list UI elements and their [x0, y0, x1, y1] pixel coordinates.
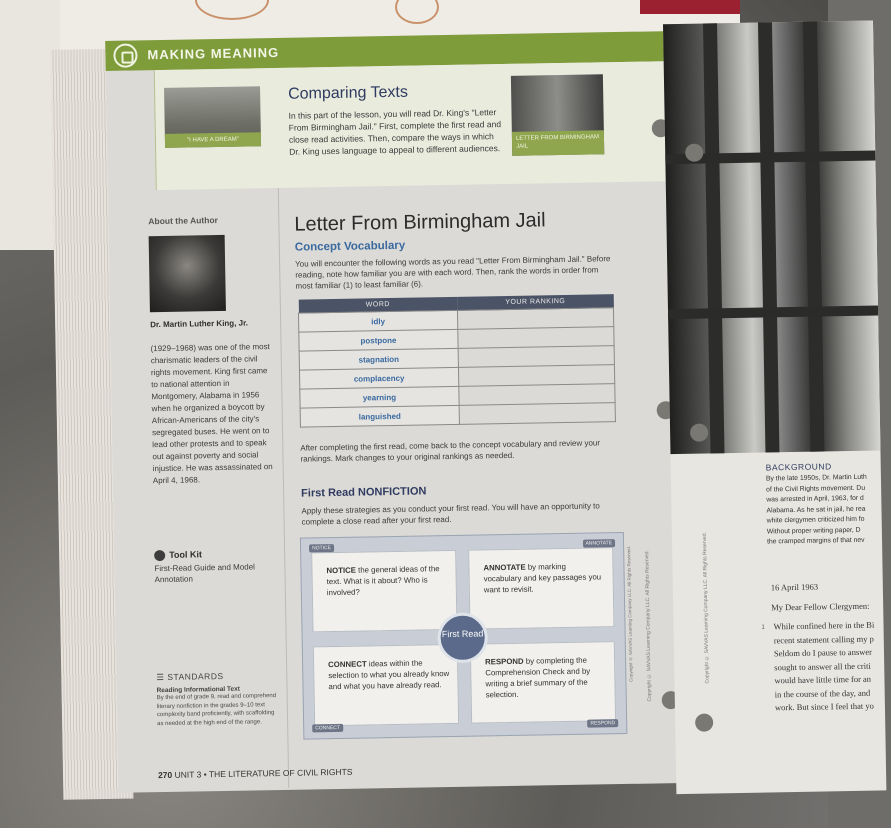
jail-photo: [663, 21, 880, 455]
vocab-word: languished: [300, 405, 459, 427]
ranking-cell[interactable]: [459, 403, 615, 425]
annotate-keyword: ANNOTATE: [483, 562, 526, 573]
right-page: [663, 21, 886, 795]
comparing-texts-body: In this part of the lesson, you will read Dr. King's "Letter From Birmingham Jail." First, complete the first read and close read activities. Then, compare the ways in which Dr. King uses language to appeal to different audiences.: [288, 107, 502, 157]
first-read-hub: First Read: [437, 612, 488, 663]
standards-subheading: Reading Informational Text: [156, 685, 240, 695]
red-object: [640, 0, 740, 14]
binder-hole: [695, 713, 713, 731]
textbook: [45, 16, 875, 805]
publisher-note: Copyright © SAVVAS Learning Company LLC. All Rights Reserved.: [626, 545, 634, 682]
letter-thumbnail: [511, 74, 604, 156]
tool-kit-body: First-Read Guide and Model Annotation: [154, 562, 255, 585]
letter-line: recent statement calling my p: [773, 633, 874, 645]
respond-tag: RESPOND: [587, 719, 618, 728]
vocab-word: complacency: [299, 367, 458, 389]
tool-kit-heading: Tool Kit: [169, 549, 203, 560]
right-copyright-note: Copyright © SAVVAS Learning Company LLC. All Rights Reserved.: [701, 532, 711, 684]
letter-text: [773, 618, 890, 714]
background-line: was arrested in April, 1963, for d: [766, 494, 864, 504]
author-name: Dr. Martin Luther King, Jr.: [150, 318, 249, 330]
jail-bar: [803, 22, 825, 452]
letter-salutation: My Dear Fellow Clergymen:: [771, 600, 870, 613]
letter-line: Seldom do I pause to answer: [773, 646, 873, 659]
notice-box: [311, 550, 457, 633]
vocab-word: idly: [298, 310, 457, 332]
jail-crossbar: [668, 306, 878, 320]
background-line: of the Civil Rights movement. Du: [766, 484, 866, 493]
background-line: Without proper writing paper, D: [766, 526, 861, 535]
standards-icon: ☰: [156, 671, 168, 683]
jail-bar: [758, 22, 780, 452]
notice-text: the general ideas of the text. What is it about? Who is involved?: [326, 564, 440, 598]
dream-speech-thumbnail: [164, 86, 261, 148]
background-heading: BACKGROUND: [765, 461, 832, 473]
first-read-diagram: [300, 532, 627, 740]
concept-vocabulary-intro: You will encounter the following words as you read "Letter From Birmingham Jail." Before reading, note how familiar you are with each word. Then, rank the words in order from most familiar (1) to least familiar (6).: [295, 254, 611, 291]
standards-heading: STANDARDS: [167, 670, 224, 682]
first-read-heading: First Read NONFICTION: [301, 485, 427, 500]
letter-line: would have little time for an: [774, 673, 872, 686]
thumbnail-caption: LETTER FROM BIRMINGHAM JAIL: [512, 130, 604, 156]
concept-vocabulary-heading: Concept Vocabulary: [294, 239, 406, 254]
paragraph-number: 1: [761, 624, 765, 631]
letter-line: sought to answer all the criti: [774, 660, 871, 672]
first-read-body: Apply these strategies as you conduct your first read. You will have an opportunity to complete a close read after your first read.: [301, 501, 600, 527]
letter-date: 16 April 1963: [770, 581, 819, 593]
author-portrait: [149, 235, 226, 312]
copyright-note: Copyright © SAVVAS Learning Company LLC. All Rights Reserved.: [644, 550, 653, 702]
table-header-word: WORD: [298, 297, 457, 313]
page-footer: [158, 767, 353, 780]
standards-box: [156, 670, 282, 728]
thumbnail-caption: "I HAVE A DREAM": [165, 132, 261, 148]
doodle-shape: [195, 0, 269, 20]
jail-bar: [703, 23, 725, 453]
making-meaning-icon: [113, 43, 137, 67]
background-line: By the late 1950s, Dr. Martin Luth: [765, 473, 867, 483]
notice-tag: NOTICE: [309, 544, 334, 552]
table-row: [300, 403, 615, 427]
standards-body: By the end of grade 9, read and comprehend literary nonfiction in the grades 9–10 text complexity band proficiently, with scaffolding as needed at the high end of the range.: [156, 693, 277, 727]
comparing-texts-title: Comparing Texts: [288, 83, 409, 103]
tool-kit: [154, 548, 280, 585]
tool-kit-icon: [154, 550, 165, 561]
connect-keyword: CONNECT: [328, 659, 367, 670]
vocabulary-table: [298, 294, 616, 427]
section-title: MAKING MEANING: [147, 44, 280, 63]
background-text: [766, 472, 887, 548]
after-reading-note: After completing the first read, come back to the concept vocabulary and review your rankings. Mark changes to your original rankings as needed.: [300, 438, 601, 464]
vocab-word: yearning: [300, 386, 459, 408]
letter-line: in the course of the day, and: [774, 687, 871, 699]
notice-keyword: NOTICE: [326, 565, 357, 576]
author-bio: (1929–1968) was one of the most charismatic leaders of the civil rights movement. King first came to national attention in Montgomery, Alabama in 1956 when he organized a boycott by African-Americans of the city's segregated buses. He went on to lead other protests and to speak out against poverty and social injustice. He was assassinated on April 4, 1968.: [150, 342, 273, 486]
respond-text: by completing the Comprehension Check and by writing a brief summary of the selection.: [485, 655, 591, 700]
table-header-ranking: YOUR RANKING: [457, 294, 613, 310]
respond-keyword: RESPOND: [485, 656, 524, 667]
annotate-box: [468, 547, 614, 630]
left-page: [105, 31, 683, 793]
page-number: 270: [157, 769, 173, 781]
connect-text: ideas within the selection to what you already know and what you have already read.: [328, 658, 450, 692]
unit-title: UNIT 3 • THE LITERATURE OF CIVIL RIGHTS: [174, 766, 353, 780]
vocab-word: stagnation: [299, 348, 458, 370]
annotate-tag: ANNOTATE: [582, 539, 615, 548]
vocab-word: postpone: [299, 329, 458, 351]
annotate-text: by marking vocabulary and key passages you want to revisit.: [483, 561, 602, 595]
background-line: white clergymen criticized him fo: [766, 515, 865, 525]
background-line: the cramped margins of that nev: [766, 536, 865, 546]
selection-title: Letter From Birmingham Jail: [294, 209, 546, 236]
letter-line: work. But since I feel that yo: [774, 700, 874, 713]
letter-line: While confined here in the Bi: [773, 619, 875, 632]
connect-tag: CONNECT: [312, 724, 343, 733]
connect-box: [313, 644, 459, 727]
doodle-shape: [395, 0, 439, 24]
background-line: Alabama. As he sat in jail, he rea: [766, 505, 866, 514]
about-the-author: [148, 214, 273, 486]
about-author-heading: About the Author: [148, 215, 218, 227]
respond-box: [470, 641, 616, 724]
